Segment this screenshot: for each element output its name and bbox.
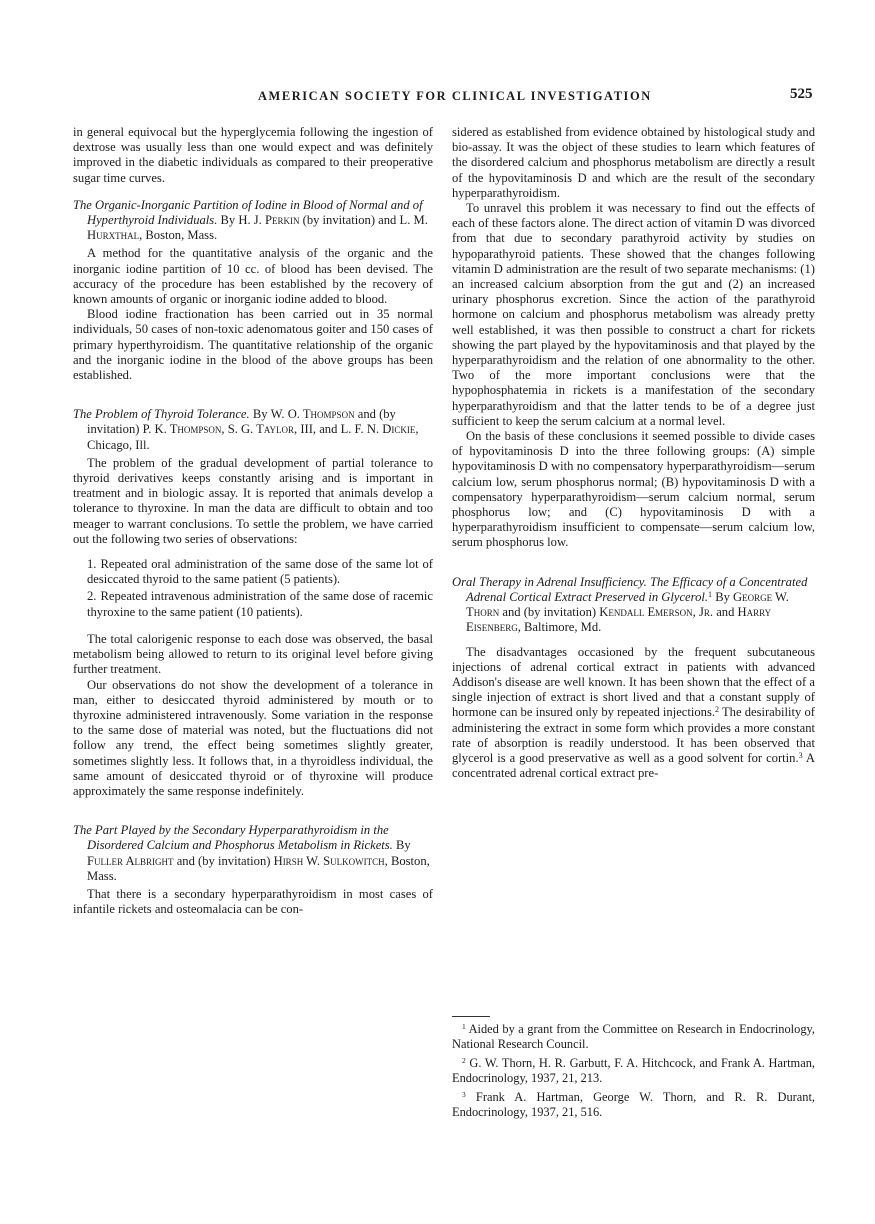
abstract-heading: Oral Therapy in Adrenal Insufficiency. The Efficacy of a Concentrated Adrenal Cortical Extract Preserved in Glycerol.$^1$ By George W. Thorn and (by invitation) Kendall Emerson, Jr. and Harry Eisenberg, Baltimore, Md. [452, 574, 808, 635]
abstract-heading: The Part Played by the Secondary Hyperparathyroidism in the Disordered Calcium and Phosphorus Metabolism in Rickets. By Fuller Albright and (by invitation) Hirsh W. Sulkowitch, Boston, Mass. [73, 823, 430, 883]
journal-title: AMERICAN SOCIETY FOR CLINICAL INVESTIGATION [258, 89, 652, 103]
paragraph: sidered as established from evidence obtained by histological study and bio-assay. It was the object of these studies to learn which features of the disordered calcium and phosphorus metabolism are directly a result of the hypovitaminosis D and which are the result of the secondary hyperparathyroidism. [452, 125, 815, 200]
abstract-title: Oral Therapy in Adrenal Insufficiency. The Efficacy of a Concentrated Adrenal Cortical Extract Preserved in Glycerol. [452, 574, 808, 604]
footnotes [452, 1016, 815, 1124]
paragraph: That there is a secondary hyperparathyroidism in most cases of infantile rickets and osteomalacia can be con- [73, 886, 433, 917]
author-name: Fuller Albright [87, 853, 174, 868]
author-name: Hirsh W. Sulkowitch, [273, 853, 388, 868]
author-location: Chicago, Ill. [87, 437, 150, 452]
author-name: P. K. Thompson, S. G. Taylor, III, [142, 422, 317, 437]
abstract-adrenal-insufficiency [452, 575, 815, 782]
author-name: Kendall Emerson, Jr. [599, 605, 714, 620]
author-location: Baltimore, Md. [524, 620, 602, 635]
abstract-iodine-partition [73, 198, 433, 383]
abstract-title: The Part Played by the Secondary Hyperparathyroidism in the Disordered Calcium and Phosphorus Metabolism in Rickets. [73, 823, 393, 853]
footnote-marker: 3 [798, 750, 803, 760]
author-name: Harry Eisenberg, [466, 605, 772, 635]
paragraph: The disadvantages occasioned by the frequent subcutaneous injections of adrenal cortical extract in patients with advanced Addison's disease are well known. It has been shown that the effect of a single injection of extract is short lived and that a constant supply of hormone can be insured only by repeated injections.$^2$ The desirability of administering the extract in some form which provides a more constant rate of absorption is readily understood. It has been observed that glycerol is a good preservative as well as a good solvent for cortin.$^3$ A concentrated adrenal cortical extract pre- [452, 644, 815, 781]
paragraph: To unravel this problem it was necessary to find out the effects of each of these factors alone. The direct action of vitamin D was divorced from that due to secondary parathyroid activity by studies on hypoparathyroid patients. These showed that the changes following vitamin D administration are the result of two separate mechanisms: (1) an increased calcium absorption from the gut and (2) an increased urinary phosphorus excretion. Since the action of the parathyroid hormone on calcium and phosphorus metabolism was already pretty well established, it was then possible to construct a chart for rickets showing the part played by the hypovitaminosis and that played by the hyperparathyroidism and the relation of one abnormality to the other. Two of the more important conclusions were that the hypophosphatemia in rickets is a manifestation of the secondary hyperparathyroidism and that the latter tends to be of a degree just sufficient to keep the serum calcium at a normal level. [452, 201, 815, 428]
list-item: 1. Repeated oral administration of the same dose of the same lot of desiccated thyroid to the same patient (5 patients). [87, 557, 433, 587]
author-name: H. J. Perkin [238, 213, 300, 228]
paragraph: The total calorigenic response to each dose was observed, the basal metabolism being allowed to return to its original level before giving further treatment. [73, 631, 433, 677]
author-name: L. F. N. Dickie, [340, 422, 419, 437]
right-column [452, 125, 815, 781]
abstract-title: The Problem of Thyroid Tolerance. [73, 407, 250, 422]
paragraph: Blood iodine fractionation has been carried out in 35 normal individuals, 50 cases of non-toxic adenomatous goiter and 150 cases of primary hyperthyroidism. The quantitative relationship of the organic and the inorganic iodine in the blood of the above groups has been established. [73, 307, 433, 383]
paragraph: Our observations do not show the development of a tolerance in man, either to desiccated thyroid administered by mouth or to thyroxine administered intravenously. Some variation in the response to the same dose of material was noted, but the fluctuations did not follow any trend, the effect being sometimes slightly greater, sometimes slightly less. It follows that, in a thyroidless individual, the same amount of desiccated thyroid or of thyroxine will produce approximately the same response indefinitely. [73, 677, 433, 798]
abstract-hyperparathyroidism-rickets [73, 823, 433, 917]
footnote-marker: 1 [708, 589, 713, 599]
author-location: Boston, Mass. [145, 228, 218, 243]
footnote-marker: 2 [715, 705, 720, 715]
abstract-heading: The Problem of Thyroid Tolerance. By W. O. Thompson and (by invitation) P. K. Thompson, S. G. Taylor, III, and L. F. N. Dickie, Chicago, Ill. [73, 407, 419, 452]
author-location: Boston, Mass. [87, 853, 430, 883]
footnote: $^3$ Frank A. Hartman, George W. Thorn, and R. R. Durant, Endocrinology, 1937, 21, 516. [452, 1090, 815, 1119]
abstract-title: The Organic-Inorganic Partition of Iodine in Blood of Normal and of Hyperthyroid Individuals. [73, 197, 423, 228]
paragraph: On the basis of these conclusions it seemed possible to divide cases of hypovitaminosis D into the three following groups: (A) simple hypovitaminosis D with no compensatory hyperparathyroidism—serum calcium low, serum phosphorus normal; (B) hypovitaminosis D with a compensatory hyperparathyroidism—serum calcium normal, serum phosphorus low; and (C) hypovitaminosis D with a hyperparathyroidism insufficient to compensate—serum calcium low, serum phosphorus low. [452, 429, 815, 550]
footnote: $^1$ Aided by a grant from the Committee on Research in Endocrinology, National Research Council. [452, 1022, 816, 1051]
abstract-thyroid-tolerance [73, 407, 433, 799]
list-item: 2. Repeated intravenous administration of the same dose of racemic thyroxine to the same patient (10 patients). [87, 589, 433, 619]
author-name: L. M. Hurxthal, [87, 213, 428, 243]
paragraph: A method for the quantitative analysis of the organic and the inorganic iodine partition of 10 cc. of blood has been devised. The accuracy of the procedure has been established by the recovery of known amounts of organic or inorganic iodine added to blood. [73, 246, 433, 307]
footnote-divider [452, 1016, 490, 1017]
abstract-heading: The Organic-Inorganic Partition of Iodine in Blood of Normal and of Hyperthyroid Individuals. By H. J. Perkin (by invitation) and L. M. Hurxthal, Boston, Mass. [73, 197, 428, 243]
left-column [73, 125, 433, 917]
paragraph: The problem of the gradual development of partial tolerance to thyroid derivatives keeps constantly arising and is important in treatment and in biologic assay. It is reported that animals develop a tolerance to thyroxine. In man the data are difficult to obtain and too meager to warrant conclusions. To settle the problem, we have carried out the following two series of observations: [73, 455, 433, 546]
author-name: W. O. Thompson [270, 407, 355, 422]
page-number: 525 [790, 86, 813, 102]
footnote: $^2$ G. W. Thorn, H. R. Garbutt, F. A. Hitchcock, and Frank A. Hartman, Endocrinology, 1937, 21, 213. [452, 1056, 815, 1085]
author-name: George W. Thorn [466, 589, 789, 620]
paragraph: in general equivocal but the hyperglycemia following the ingestion of dextrose was usually less than one would expect and was definitely improved in the diabetic individuals as compared to their preoperative sugar time curves. [73, 125, 433, 185]
